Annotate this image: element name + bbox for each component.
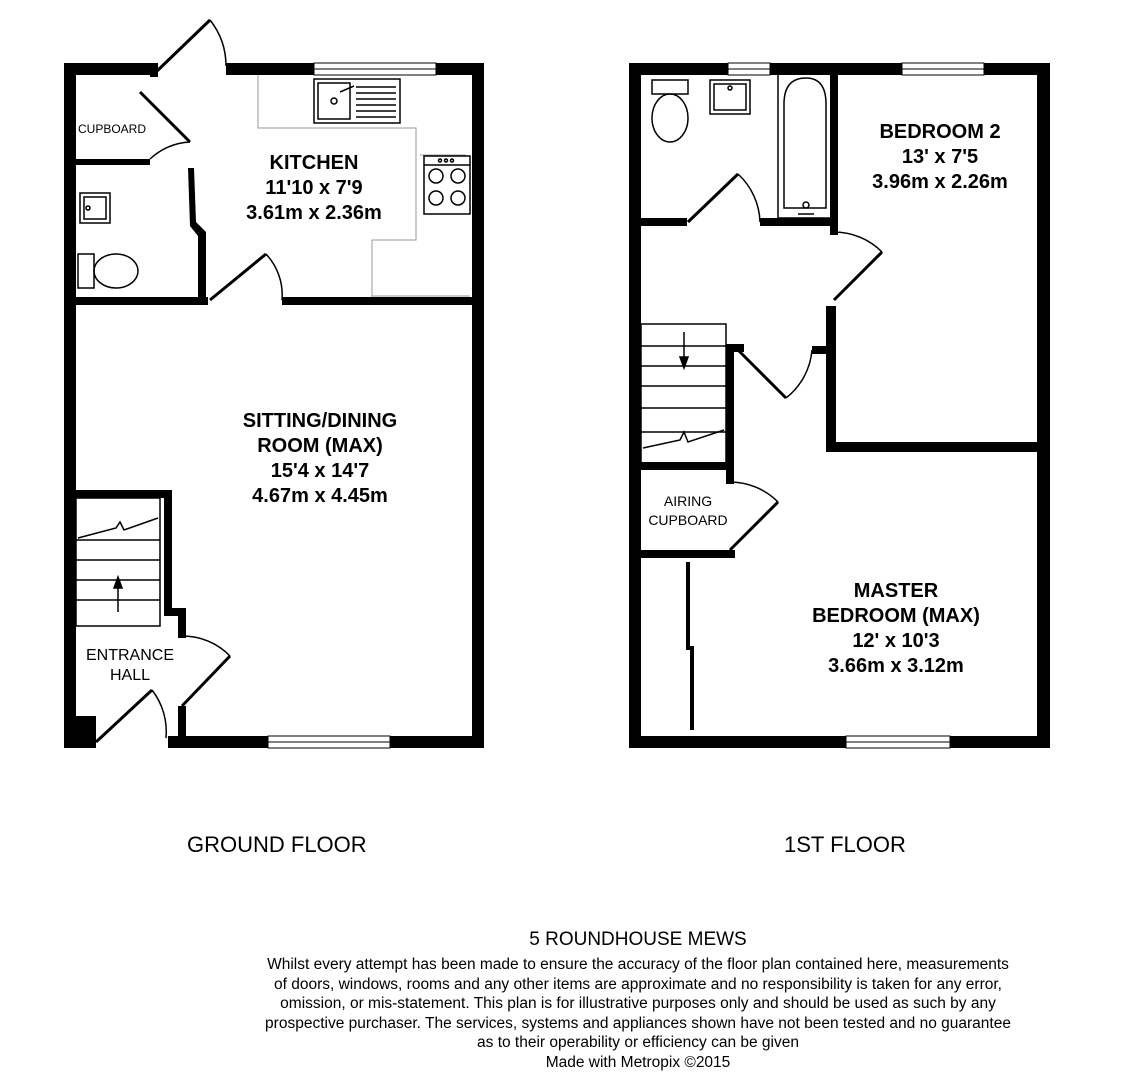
airing-cupboard-line-2: CUPBOARD [648,512,728,528]
disclaimer-line: Whilst every attempt has been made to ensure the accuracy of the floor plan contained here, measurements [267,956,1009,973]
sitting-room-name-line-1: SITTING/DINING [242,410,398,432]
property-address: 5 ROUNDHOUSE MEWS [529,929,747,950]
sitting-room-metric: 4.67m x 4.45m [252,485,388,507]
entrance-hall-line-1: ENTRANCE [85,647,175,664]
master-bedroom-name-line-2: BEDROOM (MAX) [812,605,980,627]
disclaimer-line: omission, or mis-statement. This plan is for illustrative purposes only and should be used as such by any [280,995,996,1012]
disclaimer [200,955,1076,1053]
airing-cupboard-line-1: AIRING [663,493,713,509]
made-with-credit: Made with Metropix ©2015 [545,1053,731,1071]
first-floor-staircase [641,324,726,464]
ground-floor-title: GROUND FLOOR [187,832,367,857]
kitchen-sink-icon [314,79,400,123]
kitchen-metric: 3.61m x 2.36m [246,202,382,224]
kitchen-imperial: 11'10 x 7'9 [265,177,363,199]
sitting-room-name-line-2: ROOM (MAX) [257,435,383,457]
bedroom-2-name: BEDROOM 2 [879,121,1001,143]
disclaimer-line: of doors, windows, rooms and any other items are approximate and no responsibility is taken for any error, [273,975,1002,993]
disclaimer-line: prospective purchaser. The services, systems and appliances shown have not been tested and no guarantee [265,1014,1011,1032]
entrance-hall-line-2: HALL [109,667,151,684]
first-floor-door-swings [688,174,882,550]
disclaimer-line: as to their operability or efficiency can be given [477,1034,799,1051]
ground-floor-staircase [76,498,160,626]
bathroom-toilet-icon [652,80,688,142]
cupboard-label: CUPBOARD [77,122,147,136]
master-bedroom-metric: 3.66m x 3.12m [828,655,964,677]
bathroom-basin-icon [710,80,750,114]
bedroom-2-imperial: 13' x 7'5 [901,146,979,168]
bath-icon [778,72,832,218]
first-floor-outer-walls [629,63,1050,748]
first-floor-title: 1ST FLOOR [784,832,906,857]
master-bedroom-imperial: 12' x 10'3 [852,630,940,652]
kitchen-name: KITCHEN [269,152,359,174]
cloakroom-toilet-icon [78,254,138,288]
cloakroom-basin-icon [80,193,110,223]
master-bedroom-name-line-1: MASTER [853,580,939,602]
hob-icon [424,156,470,214]
sitting-room-imperial: 15'4 x 14'7 [270,460,370,482]
bedroom-2-metric: 3.96m x 2.26m [872,171,1008,193]
first-floor-plan [629,63,1050,748]
footer [200,928,1076,1072]
